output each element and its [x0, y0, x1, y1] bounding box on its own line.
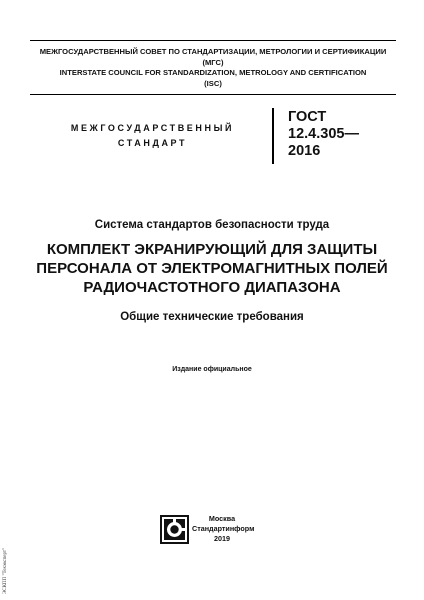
standard-kind-line2: СТАНДАРТ [117, 138, 188, 148]
council-name-en: INTERSTATE COUNCIL FOR STANDARDIZATION, METROLOGY AND CERTIFICATION [59, 68, 367, 77]
side-watermark: ЭСКПП "Техэксперт" [3, 547, 8, 594]
publisher-year: 2019 [214, 534, 230, 543]
document-title [0, 240, 424, 297]
standard-kind-line1: МЕЖГОСУДАРСТВЕННЫЙ [70, 123, 235, 133]
publisher-city: Москва [208, 514, 236, 523]
standard-code-year: 2016 [288, 143, 321, 159]
publisher-name: Стандартинформ [192, 524, 255, 533]
standard-code [288, 109, 398, 160]
document-subtitle: Общие технические требования [120, 311, 304, 323]
council-abbr-ru: (МГС) [202, 57, 224, 67]
standard-code-number: 12.4.305— [288, 126, 359, 142]
standard-code-prefix: ГОСТ [288, 109, 327, 125]
document-title-line1: КОМПЛЕКТ ЭКРАНИРУЮЩИЙ ДЛЯ ЗАЩИТЫ [46, 241, 378, 258]
standartinform-logo-icon [160, 515, 189, 544]
system-title: Система стандартов безопасности труда [94, 219, 330, 231]
council-abbr-en: (ISC) [204, 78, 222, 88]
document-title-line2: ПЕРСОНАЛА ОТ ЭЛЕКТРОМАГНИТНЫХ ПОЛЕЙ [36, 260, 388, 277]
edition-note: Издание официальное [172, 366, 252, 373]
standard-kind [40, 121, 265, 151]
document-title-line3: РАДИОЧАСТОТНОГО ДИАПАЗОНА [83, 279, 341, 296]
publisher-block [192, 514, 255, 544]
standard-divider [272, 108, 274, 164]
council-name-ru: МЕЖГОСУДАРСТВЕННЫЙ СОВЕТ ПО СТАНДАРТИЗАЦИИ, МЕТРОЛОГИИ И СЕРТИФИКАЦИИ [39, 47, 387, 56]
council-header [30, 40, 396, 95]
